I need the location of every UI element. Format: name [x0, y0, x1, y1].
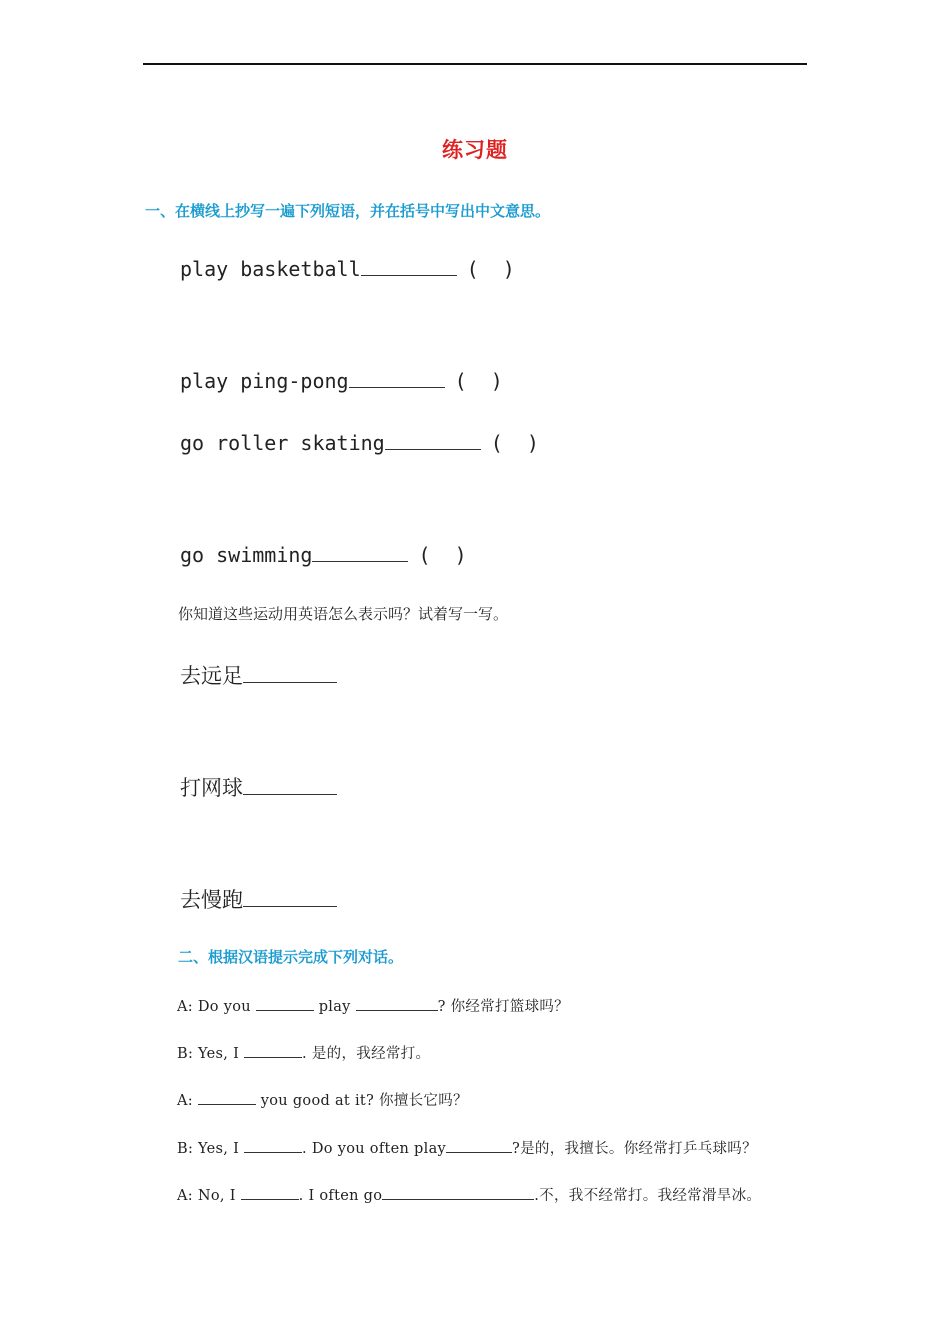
dialog-blank[interactable] [256, 996, 314, 1011]
meaning-parentheses[interactable]: ( ) [418, 543, 467, 567]
dialog-blank[interactable] [356, 996, 438, 1011]
section-1-heading: 一、在横线上抄写一遍下列短语，并在括号中写出中文意思。 [145, 202, 551, 220]
answer-blank[interactable] [243, 662, 337, 683]
meaning-parentheses[interactable]: ( ) [490, 431, 539, 455]
dialog-text: A: No, I [177, 1188, 241, 1204]
header-rule [143, 63, 807, 65]
dialog-text: play [313, 999, 356, 1015]
dialog-text: B: Yes, I [177, 1141, 245, 1157]
dialog-line [177, 1137, 757, 1158]
dialog-text: . Do you often play [302, 1141, 447, 1157]
phrase-text: play ping-pong [180, 369, 349, 393]
meaning-parentheses[interactable]: ( ) [454, 369, 503, 393]
dialog-text: . I often go [298, 1188, 383, 1204]
dialog-text: . 是的，我经常打。 [302, 1046, 431, 1062]
page-title: 练习题 [442, 138, 508, 162]
chinese-text: 去慢跑 [180, 888, 243, 912]
dialog-blank[interactable] [446, 1138, 512, 1153]
phrase-item [180, 543, 467, 567]
answer-blank[interactable] [243, 774, 337, 795]
dialog-blank[interactable] [244, 1043, 302, 1058]
meaning-parentheses[interactable]: ( ) [466, 257, 515, 281]
dialog-blank[interactable] [241, 1185, 299, 1200]
dialog-text: ? 你经常打篮球吗？ [437, 999, 569, 1015]
answer-blank[interactable] [349, 369, 445, 388]
phrase-item [180, 257, 515, 281]
dialog-text: .不，我不经常打。我经常滑旱冰。 [534, 1188, 762, 1204]
dialog-blank[interactable] [244, 1138, 302, 1153]
answer-blank[interactable] [312, 543, 408, 562]
dialog-text: A: [177, 1093, 198, 1109]
phrase-text: go swimming [180, 543, 313, 567]
chinese-item [180, 884, 337, 914]
section-2-heading: 二、根据汉语提示完成下列对话。 [178, 948, 404, 966]
dialog-blank[interactable] [382, 1185, 534, 1200]
instruction-hint: 你知道这些运动用英语怎么表示吗？试着写一写。 [178, 605, 509, 623]
dialog-line [177, 1089, 468, 1110]
dialog-line [177, 995, 569, 1016]
dialog-text: you good at it? 你擅长它吗？ [255, 1093, 468, 1109]
answer-blank[interactable] [243, 886, 337, 907]
dialog-text: ?是的，我擅长。你经常打乒乓球吗？ [512, 1141, 757, 1157]
answer-blank[interactable] [385, 431, 481, 450]
phrase-item [180, 431, 539, 455]
dialog-line [177, 1184, 761, 1205]
dialog-text: B: Yes, I [177, 1046, 245, 1062]
dialog-blank[interactable] [198, 1090, 256, 1105]
chinese-item [180, 660, 337, 690]
phrase-item [180, 369, 503, 393]
chinese-text: 打网球 [180, 776, 243, 800]
chinese-text: 去远足 [180, 664, 243, 688]
dialog-text: A: Do you [177, 999, 256, 1015]
answer-blank[interactable] [361, 257, 457, 276]
dialog-line [177, 1042, 430, 1063]
phrase-text: go roller skating [180, 431, 385, 455]
chinese-item [180, 772, 337, 802]
phrase-text: play basketball [180, 257, 361, 281]
